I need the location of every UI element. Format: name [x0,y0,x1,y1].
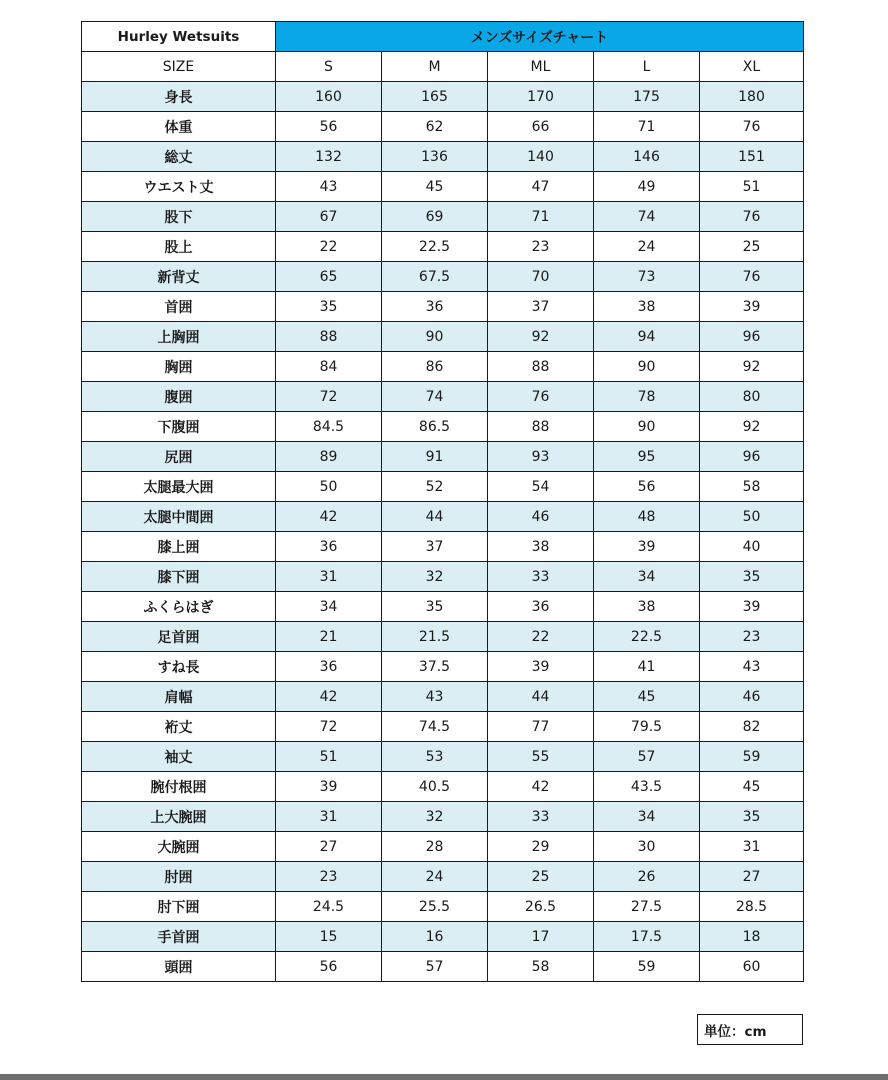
table-cell: 42 [488,772,594,802]
row-label: 尻囲 [82,442,276,472]
table-cell: 34 [594,562,700,592]
table-cell: 88 [276,322,382,352]
table-cell: 43 [276,172,382,202]
table-cell: 80 [700,382,804,412]
table-cell: 37 [382,532,488,562]
unit-note: 単位：cm [697,1014,803,1045]
table-cell: 151 [700,142,804,172]
size-header-xl: XL [700,52,804,82]
table-cell: 76 [700,112,804,142]
table-row [82,862,804,892]
size-header-ml: ML [488,52,594,82]
table-cell: 27 [700,862,804,892]
row-label: 肘囲 [82,862,276,892]
table-cell: 96 [700,322,804,352]
table-cell: 50 [700,502,804,532]
table-row [82,82,804,112]
table-row [82,682,804,712]
table-cell: 25 [700,232,804,262]
table-cell: 79.5 [594,712,700,742]
table-cell: 44 [488,682,594,712]
table-cell: 36 [276,532,382,562]
table-cell: 40 [700,532,804,562]
table-cell: 34 [276,592,382,622]
table-cell: 88 [488,352,594,382]
table-cell: 24.5 [276,892,382,922]
table-cell: 33 [488,562,594,592]
title-row [82,22,804,52]
table-cell: 54 [488,472,594,502]
row-label: 上大腕囲 [82,802,276,832]
table-cell: 132 [276,142,382,172]
table-cell: 50 [276,472,382,502]
table-cell: 92 [488,322,594,352]
table-cell: 92 [700,352,804,382]
table-cell: 35 [700,562,804,592]
table-cell: 39 [488,652,594,682]
table-cell: 67.5 [382,262,488,292]
row-label: すね長 [82,652,276,682]
table-cell: 28.5 [700,892,804,922]
table-cell: 36 [382,292,488,322]
table-cell: 18 [700,922,804,952]
table-cell: 76 [700,202,804,232]
bottom-divider [0,1074,888,1080]
table-cell: 146 [594,142,700,172]
table-cell: 43.5 [594,772,700,802]
row-label: 肩幅 [82,682,276,712]
table-cell: 91 [382,442,488,472]
table-cell: 57 [382,952,488,982]
table-cell: 48 [594,502,700,532]
table-row [82,202,804,232]
table-cell: 71 [488,202,594,232]
table-cell: 33 [488,802,594,832]
table-cell: 43 [382,682,488,712]
table-cell: 72 [276,712,382,742]
table-row [82,922,804,952]
table-cell: 74.5 [382,712,488,742]
table-row [82,292,804,322]
table-row [82,232,804,262]
table-cell: 74 [382,382,488,412]
table-cell: 35 [382,592,488,622]
table-row [82,442,804,472]
table-row [82,112,804,142]
table-cell: 49 [594,172,700,202]
size-header-label: SIZE [82,52,276,82]
table-cell: 71 [594,112,700,142]
row-label: 胸囲 [82,352,276,382]
table-cell: 175 [594,82,700,112]
table-cell: 93 [488,442,594,472]
table-cell: 56 [276,952,382,982]
table-cell: 27.5 [594,892,700,922]
table-cell: 26.5 [488,892,594,922]
table-cell: 39 [700,292,804,322]
table-cell: 31 [276,562,382,592]
table-cell: 70 [488,262,594,292]
table-cell: 22 [276,232,382,262]
table-cell: 36 [488,592,594,622]
table-cell: 46 [700,682,804,712]
table-cell: 41 [594,652,700,682]
row-label: 腕付根囲 [82,772,276,802]
table-cell: 27 [276,832,382,862]
row-label: 太腿最大囲 [82,472,276,502]
table-cell: 76 [700,262,804,292]
table-cell: 78 [594,382,700,412]
table-row [82,262,804,292]
table-row [82,322,804,352]
table-cell: 52 [382,472,488,502]
table-row [82,532,804,562]
table-cell: 47 [488,172,594,202]
size-header-row [82,52,804,82]
table-row [82,892,804,922]
table-cell: 59 [700,742,804,772]
table-cell: 38 [594,292,700,322]
table-cell: 86.5 [382,412,488,442]
table-cell: 17 [488,922,594,952]
row-label: 下腹囲 [82,412,276,442]
table-cell: 29 [488,832,594,862]
size-chart-table [81,21,804,982]
row-label: 股上 [82,232,276,262]
table-cell: 37 [488,292,594,322]
table-cell: 39 [276,772,382,802]
table-cell: 21 [276,622,382,652]
table-cell: 59 [594,952,700,982]
chart-title: メンズサイズチャート [276,22,804,52]
table-cell: 90 [382,322,488,352]
table-cell: 15 [276,922,382,952]
row-label: ふくらはぎ [82,592,276,622]
row-label: 身長 [82,82,276,112]
table-cell: 22.5 [594,622,700,652]
row-label: 袖丈 [82,742,276,772]
table-cell: 88 [488,412,594,442]
table-cell: 23 [488,232,594,262]
row-label: 大腕囲 [82,832,276,862]
table-cell: 32 [382,802,488,832]
table-cell: 39 [700,592,804,622]
table-row [82,472,804,502]
table-cell: 22 [488,622,594,652]
table-cell: 38 [594,592,700,622]
row-label: 上胸囲 [82,322,276,352]
table-cell: 46 [488,502,594,532]
table-cell: 57 [594,742,700,772]
table-cell: 180 [700,82,804,112]
table-cell: 51 [700,172,804,202]
table-row [82,142,804,172]
table-cell: 96 [700,442,804,472]
table-row [82,562,804,592]
table-cell: 45 [382,172,488,202]
table-cell: 72 [276,382,382,412]
table-cell: 56 [594,472,700,502]
table-cell: 84.5 [276,412,382,442]
table-cell: 35 [276,292,382,322]
table-cell: 89 [276,442,382,472]
table-cell: 56 [276,112,382,142]
table-row [82,502,804,532]
table-cell: 73 [594,262,700,292]
table-cell: 44 [382,502,488,532]
table-cell: 95 [594,442,700,472]
table-cell: 58 [488,952,594,982]
table-cell: 24 [382,862,488,892]
table-cell: 94 [594,322,700,352]
table-row [82,802,804,832]
table-cell: 32 [382,562,488,592]
table-cell: 136 [382,142,488,172]
table-cell: 53 [382,742,488,772]
table-cell: 84 [276,352,382,382]
row-label: 太腿中間囲 [82,502,276,532]
table-cell: 45 [594,682,700,712]
row-label: 膝下囲 [82,562,276,592]
table-cell: 31 [700,832,804,862]
table-cell: 22.5 [382,232,488,262]
table-cell: 45 [700,772,804,802]
table-cell: 65 [276,262,382,292]
table-row [82,772,804,802]
table-cell: 25.5 [382,892,488,922]
row-label: 手首囲 [82,922,276,952]
table-cell: 77 [488,712,594,742]
table-cell: 25 [488,862,594,892]
table-row [82,712,804,742]
table-cell: 165 [382,82,488,112]
table-cell: 40.5 [382,772,488,802]
table-row [82,742,804,772]
table-cell: 76 [488,382,594,412]
row-label: 新背丈 [82,262,276,292]
table-cell: 17.5 [594,922,700,952]
measurement-rows [82,82,804,982]
table-cell: 62 [382,112,488,142]
table-cell: 170 [488,82,594,112]
row-label: 肘下囲 [82,892,276,922]
table-cell: 34 [594,802,700,832]
table-cell: 82 [700,712,804,742]
row-label: 総丈 [82,142,276,172]
table-row [82,382,804,412]
table-row [82,172,804,202]
row-label: 体重 [82,112,276,142]
table-cell: 24 [594,232,700,262]
table-cell: 58 [700,472,804,502]
table-row [82,832,804,862]
brand-name: Hurley Wetsuits [82,22,276,52]
row-label: 首囲 [82,292,276,322]
table-cell: 35 [700,802,804,832]
size-header-s: S [276,52,382,82]
row-label: ウエスト丈 [82,172,276,202]
table-cell: 66 [488,112,594,142]
table-row [82,622,804,652]
table-cell: 42 [276,502,382,532]
table-row [82,592,804,622]
table-cell: 28 [382,832,488,862]
table-cell: 42 [276,682,382,712]
table-row [82,952,804,982]
table-cell: 30 [594,832,700,862]
table-cell: 16 [382,922,488,952]
table-cell: 39 [594,532,700,562]
size-header-l: L [594,52,700,82]
table-cell: 43 [700,652,804,682]
table-row [82,412,804,442]
table-cell: 38 [488,532,594,562]
table-cell: 67 [276,202,382,232]
table-cell: 69 [382,202,488,232]
row-label: 裄丈 [82,712,276,742]
row-label: 股下 [82,202,276,232]
table-row [82,652,804,682]
table-row [82,352,804,382]
table-cell: 36 [276,652,382,682]
table-cell: 51 [276,742,382,772]
table-cell: 160 [276,82,382,112]
table-cell: 37.5 [382,652,488,682]
table-cell: 55 [488,742,594,772]
table-cell: 31 [276,802,382,832]
row-label: 足首囲 [82,622,276,652]
table-cell: 23 [700,622,804,652]
table-cell: 90 [594,352,700,382]
table-cell: 74 [594,202,700,232]
row-label: 頭囲 [82,952,276,982]
table-cell: 23 [276,862,382,892]
table-cell: 60 [700,952,804,982]
table-cell: 140 [488,142,594,172]
size-header-m: M [382,52,488,82]
table-cell: 86 [382,352,488,382]
table-cell: 92 [700,412,804,442]
table-cell: 90 [594,412,700,442]
table-cell: 26 [594,862,700,892]
row-label: 膝上囲 [82,532,276,562]
row-label: 腹囲 [82,382,276,412]
table-cell: 21.5 [382,622,488,652]
